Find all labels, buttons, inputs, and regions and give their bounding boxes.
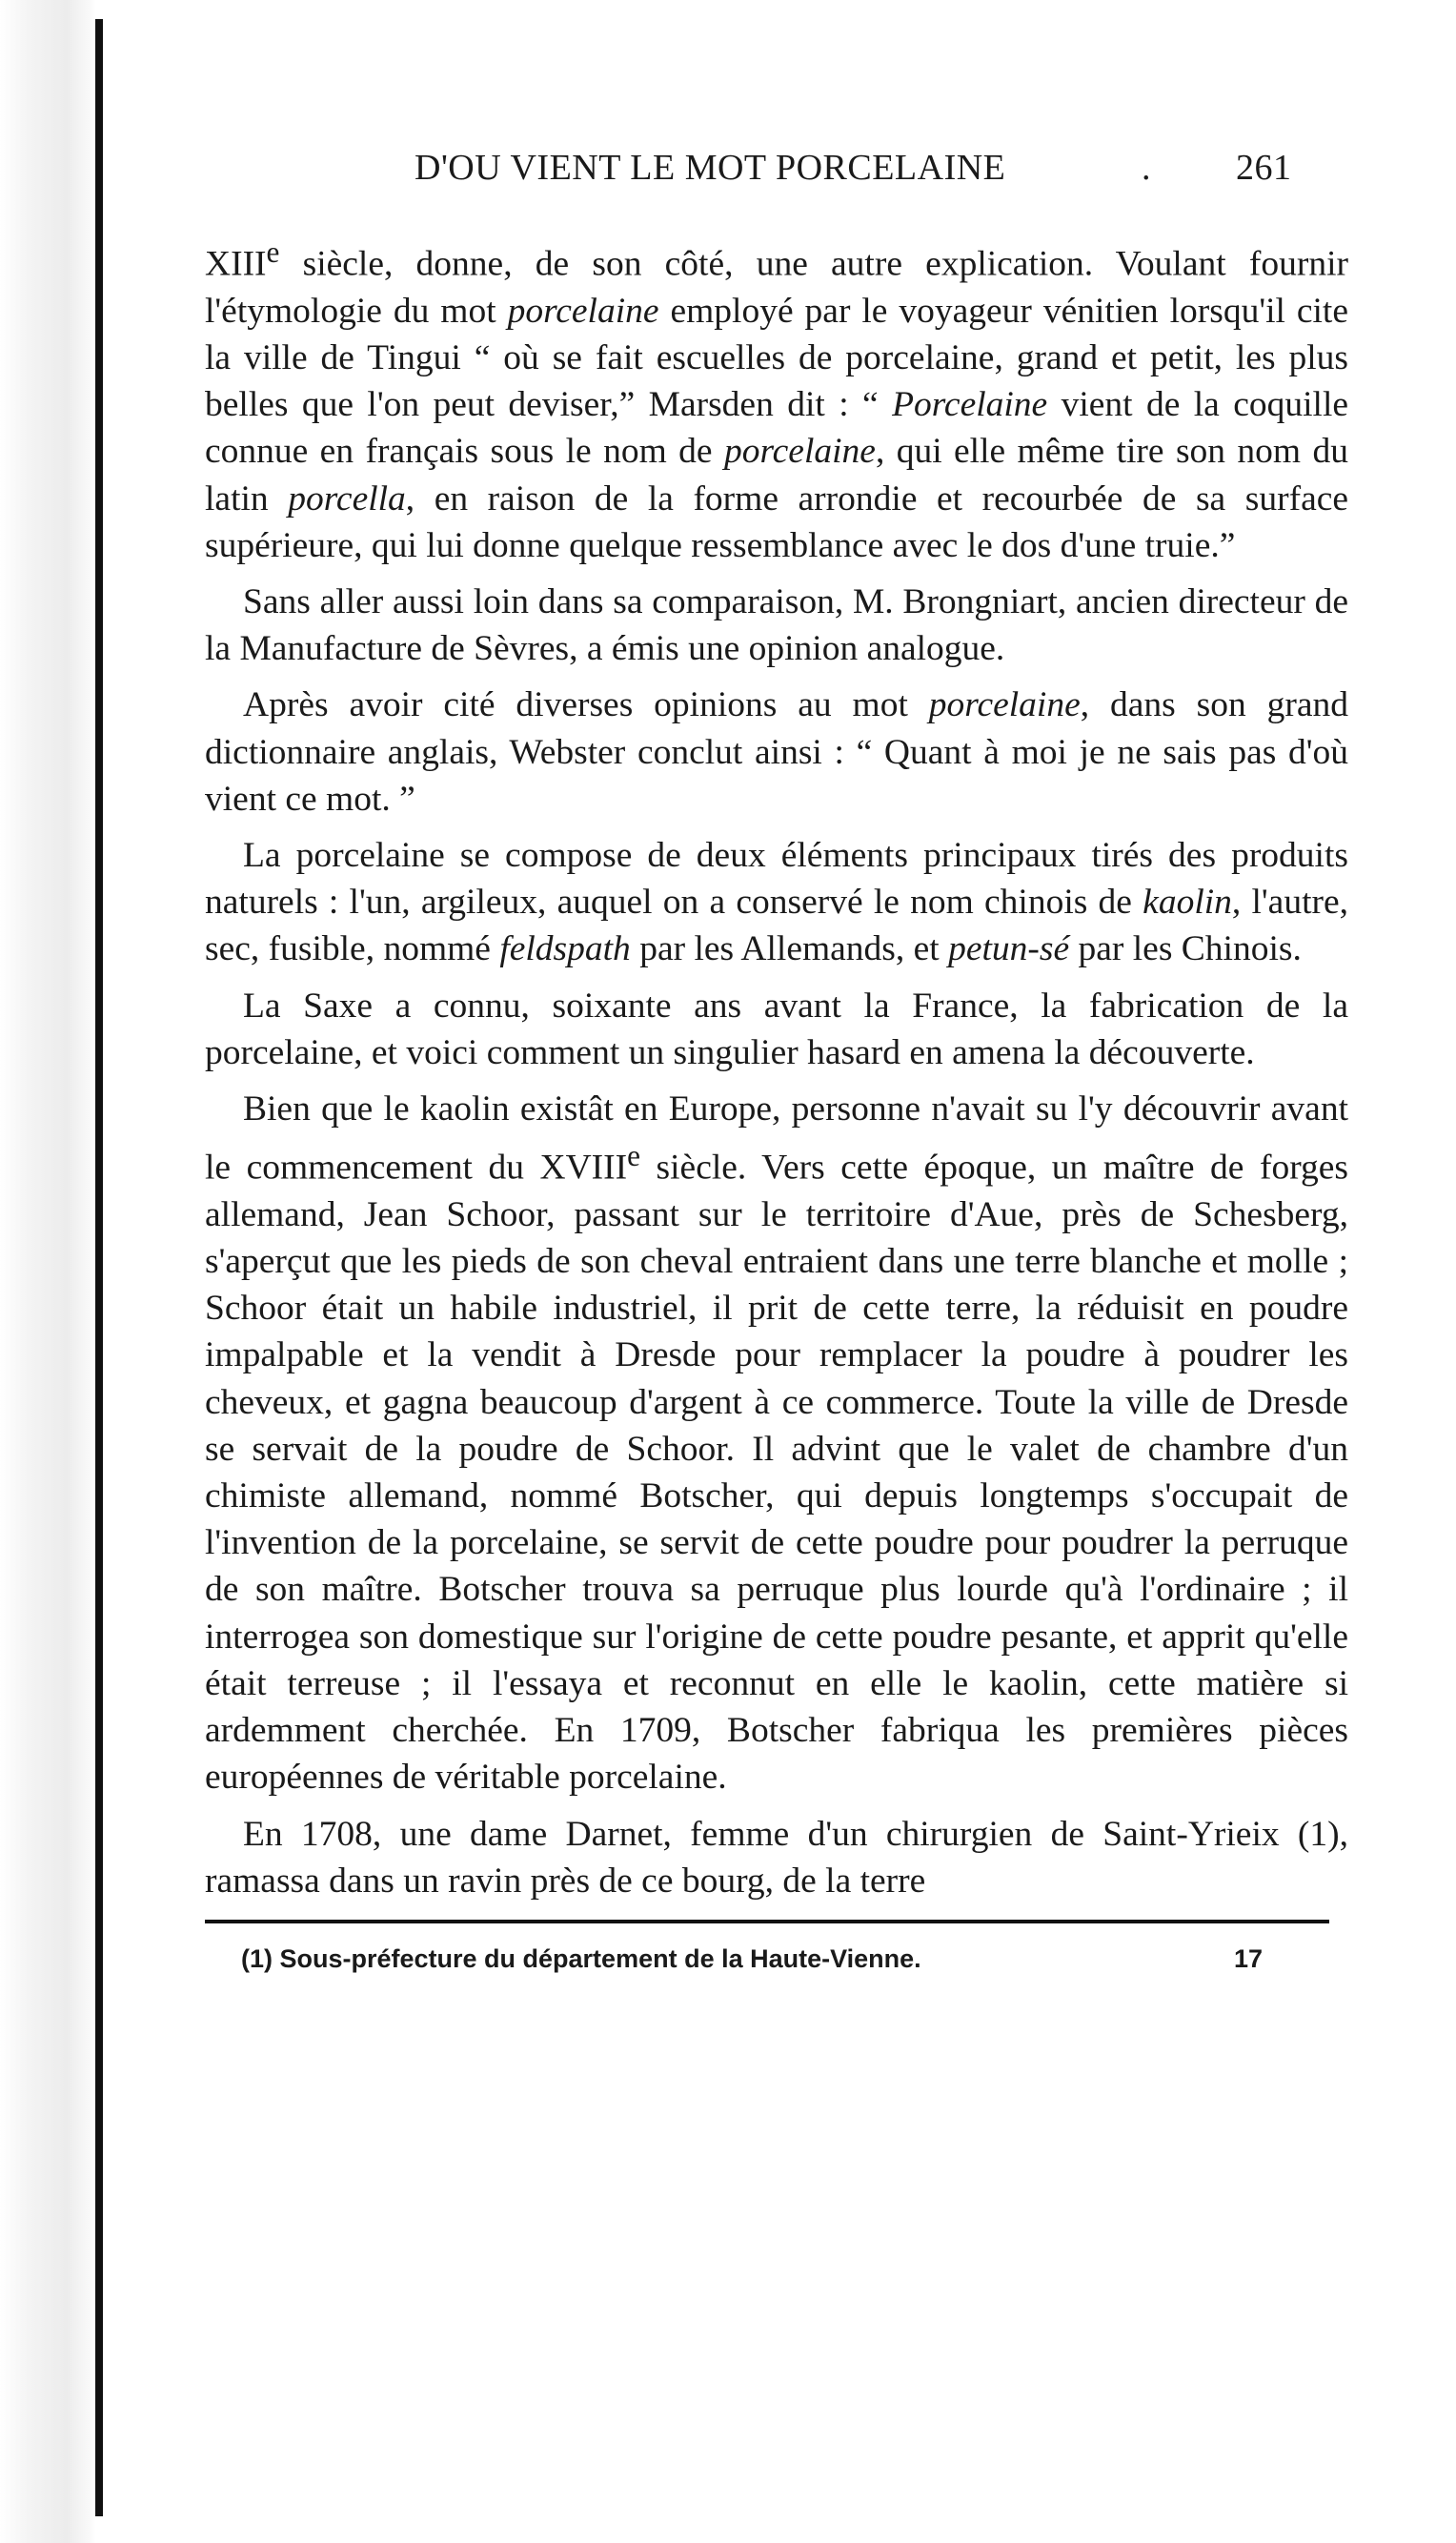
text-run: La porcelaine se compose de deux éléments principaux tirés des produits naturels : l'un, argileux, auquel on a conservé le nom chinois de bbox=[205, 835, 1348, 923]
book-page bbox=[205, 143, 1348, 1981]
text-run: par les Allemands, et bbox=[630, 929, 949, 969]
italic-text: porcella bbox=[288, 478, 406, 519]
italic-text: kaolin bbox=[1143, 883, 1232, 923]
italic-text: Porcelaine bbox=[892, 385, 1048, 425]
paragraph bbox=[205, 832, 1348, 973]
text-run: par les Chinois. bbox=[1069, 929, 1302, 969]
text-run: vient de la coquille connue en français sous le nom de bbox=[205, 385, 1349, 472]
paragraph bbox=[205, 682, 1348, 823]
paragraph bbox=[205, 229, 1348, 569]
paragraph bbox=[205, 983, 1348, 1076]
footnote bbox=[205, 1939, 1348, 1981]
text-run: , dans son grand dictionnaire anglais, Webster conclut ainsi : “ Quant à moi je ne sais pas d'où vient ce mot. ” bbox=[205, 685, 1349, 819]
italic-text: porcelaine bbox=[507, 291, 659, 331]
page-body bbox=[205, 229, 1348, 1904]
header-separator: . bbox=[1142, 148, 1151, 188]
italic-text: porcelaine bbox=[928, 685, 1081, 725]
text-run: XIII bbox=[205, 244, 267, 284]
text-run: Bien que le kaolin existât en Europe, personne n'avait su l'y découvrir avant le commencement du XVIII bbox=[205, 1088, 1348, 1188]
book-binding-edge bbox=[0, 0, 124, 2543]
italic-text: petun-sé bbox=[948, 929, 1070, 969]
text-run: employé par le voyageur vénitien lorsqu'il cite la ville de Tingui “ où se fait escuelles de porcelaine, grand et petit, les plus belles que l'on peut deviser,” Marsden dit : “ bbox=[205, 291, 1348, 425]
text-run: Après avoir cité diverses opinions au mot bbox=[243, 685, 929, 725]
superscript: e bbox=[627, 1139, 641, 1173]
text-run: siècle, donne, de son côté, une autre explication. Voulant fournir l'étymologie du mot bbox=[205, 244, 1348, 331]
text-run: En 1708, une dame Darnet, femme d'un chirurgien de Saint-Yrieix (1), ramassa dans un ravin près de ce bourg, de la terre bbox=[205, 1814, 1348, 1901]
page-number: 261 bbox=[1236, 148, 1292, 188]
superscript: e bbox=[266, 235, 280, 269]
paragraph bbox=[205, 1086, 1348, 1801]
text-run: , en raison de la forme arrondie et recourbée de sa surface supérieure, qui lui donne quelque ressemblance avec le dos d'une truie.” bbox=[205, 478, 1349, 565]
text-run: , qui elle même tire son nom du latin bbox=[205, 432, 1348, 519]
signature-mark: 17 bbox=[1234, 1943, 1264, 1973]
text-run: Sans aller aussi loin dans sa comparaison, M. Brongniart, ancien directeur de la Manufacture de Sèvres, a émis une opinion analogue. bbox=[205, 581, 1348, 669]
text-run: La Saxe a connu, soixante ans avant la France, la fabrication de la porcelaine, et voici comment un singulier hasard en amena la découverte. bbox=[205, 986, 1348, 1072]
italic-text: feldspath bbox=[499, 929, 631, 969]
running-header bbox=[205, 143, 1348, 210]
footnote-rule bbox=[205, 1920, 1329, 1923]
paragraph bbox=[205, 579, 1348, 672]
paragraph bbox=[205, 1811, 1348, 1904]
text-run: siècle. Vers cette époque, un maître de forges allemand, Jean Schoor, passant sur le territoire d'Aue, près de Schesberg, s'aperçut que les pieds de son cheval entraient dans une terre blanche et molle ; Schoor était un habile industriel, il prit de cette terre, la réduisit en poudre impalpable et la vendit à Dresde pour remplacer la poudre à poudrer les cheveux, et gagna beaucoup d'argent à ce commerce. Toute la ville de Dresde se servait de la poudre de Schoor. Il advint que le valet de chambre d'un chimiste allemand, nommé Botscher, qui depuis longtemps s'occupait de l'invention de la porcelaine, se servit de cette poudre pour poudrer la perruque de son maître. Botscher trouva sa perruque plus lourde qu'à l'ordinaire ; il interrogea son domestique sur l'origine de cette poudre pesante, et apprit qu'elle était terreuse ; il l'essaya et reconnut en elle le kaolin, cette matière si ardemment cherchée. En 1709, Botscher fabriqua les premières pièces européennes de véritable porcelaine. bbox=[205, 1148, 1348, 1798]
running-title: D'OU VIENT LE MOT PORCELAINE bbox=[415, 148, 1006, 188]
italic-text: porcelaine bbox=[723, 432, 876, 472]
footnote-text: (1) Sous-préfecture du département de la Haute-Vienne. bbox=[241, 1943, 921, 1973]
text-run: , l'autre, sec, fusible, nommé bbox=[205, 883, 1348, 969]
